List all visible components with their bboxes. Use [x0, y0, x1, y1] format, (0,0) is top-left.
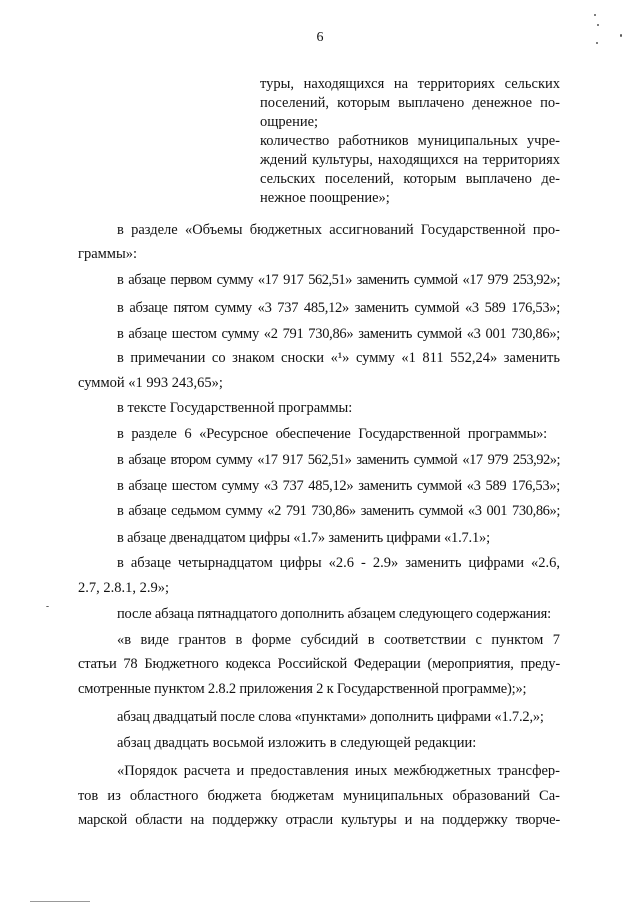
text-line: туры, находящихся на территориях сельских — [260, 76, 560, 92]
text-line: сельских поселений, которым выплачено де- — [260, 171, 560, 187]
page-number: 6 — [316, 30, 324, 45]
text-line: граммы»: — [78, 246, 138, 262]
text-line: в абзаце четырнадцатом цифры «2.6 - 2.9» заменить цифрами «2.6, — [117, 555, 560, 571]
text-line: ощрение; — [260, 114, 319, 130]
text-line: абзац двадцатый после слова «пунктами» дополнить цифрами «1.7.2,»; — [117, 709, 544, 725]
scan-speck — [597, 24, 599, 26]
text-line: в тексте Государственной программы: — [117, 400, 353, 416]
text-line: марской области на поддержку отрасли культуры и на поддержку творче- — [78, 812, 560, 828]
scan-speck — [594, 14, 596, 16]
text-line: в абзаце седьмом сумму «2 791 730,86» заменить суммой «3 001 730,86»; — [117, 503, 560, 519]
text-line: после абзаца пятнадцатого дополнить абзацем следующего содержания: — [117, 606, 551, 622]
scan-speck — [46, 606, 49, 607]
text-line: «в виде грантов в форме субсидий в соответствии с пунктом 7 — [117, 632, 560, 648]
text-line: в разделе 6 «Ресурсное обеспечение Государственной программы»: — [117, 426, 547, 442]
text-line: количество работников муниципальных учре- — [260, 133, 560, 149]
scan-speck — [620, 34, 622, 37]
scan-speck — [596, 42, 598, 44]
text-line: «Порядок расчета и предоставления иных межбюджетных трансфер- — [117, 763, 560, 779]
text-line: ждений культуры, находящихся на территориях — [260, 152, 560, 168]
text-line: абзац двадцать восьмой изложить в следующей редакции: — [117, 735, 477, 751]
text-line: в абзаце пятом сумму «3 737 485,12» заменить суммой «3 589 176,53»; — [117, 300, 560, 316]
text-line: в абзаце шестом сумму «3 737 485,12» заменить суммой «3 589 176,53»; — [117, 478, 560, 494]
scan-edge-line — [30, 901, 90, 902]
text-line: в абзаце первом сумму «17 917 562,51» заменить суммой «17 979 253,92»; — [117, 272, 560, 288]
text-line: 2.7, 2.8.1, 2.9»; — [78, 580, 170, 596]
text-line: смотренные пунктом 2.8.2 приложения 2 к Государственной программе);»; — [78, 681, 527, 697]
text-line: в абзаце двенадцатом цифры «1.7» заменить цифрами «1.7.1»; — [117, 530, 490, 546]
text-line: статьи 78 Бюджетного кодекса Российской Федерации (мероприятия, преду- — [78, 656, 560, 672]
text-line: нежное поощрение»; — [260, 190, 390, 206]
text-line: суммой «1 993 243,65»; — [78, 375, 223, 391]
text-line: в разделе «Объемы бюджетных ассигнований Государственной про- — [117, 222, 560, 238]
text-line: в абзаце втором сумму «17 917 562,51» заменить суммой «17 979 253,92»; — [117, 452, 560, 468]
text-line: тов из областного бюджета бюджетам муниципальных образований Са- — [78, 788, 560, 804]
text-line: в примечании со знаком сноски «¹» сумму «1 811 552,24» заменить — [117, 350, 560, 366]
text-line: в абзаце шестом сумму «2 791 730,86» заменить суммой «3 001 730,86»; — [117, 326, 560, 342]
text-line: поселений, которым выплачено денежное по- — [260, 95, 560, 111]
